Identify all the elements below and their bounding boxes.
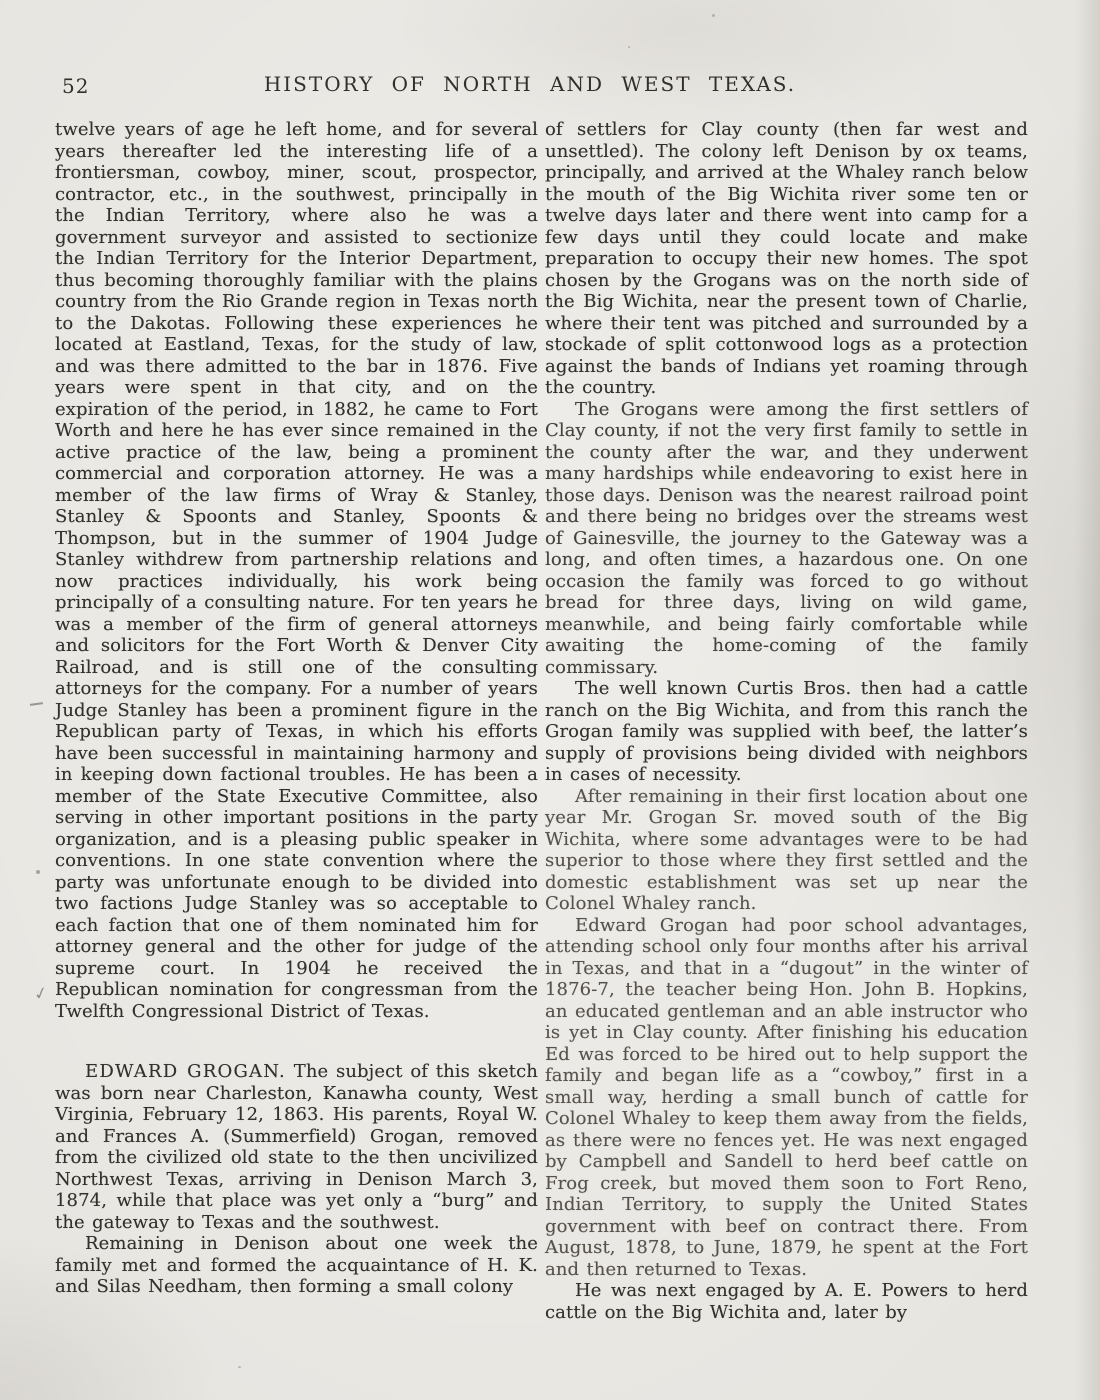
margin-pencil-dash-mark [30, 702, 43, 706]
page-number: 52 [62, 74, 90, 98]
paper-speck [712, 14, 715, 17]
paragraph-curtis-bros: The well known Curtis Bros. then had a cattle ranch on the Big Wichita, and from this ranch the Grogan family was supplied with beef, the latter’s supply of provisions being divided with neighbors in cases of necessity. [545, 678, 1028, 785]
entry-name-lead: EDWARD GROGAN. [85, 1061, 286, 1082]
page-header [0, 72, 1100, 102]
paragraph-school-advantages: Edward Grogan had poor school advantages, attending school only four months after his arrival in Texas, and that in a “dugout” in the winter of 1876-7, the teacher being Hon. John B. Hopkins, an educated gentleman and an able instructor who is yet in Clay county. After finishing his education Ed was forced to be hired out to help support the family and began life as a “cowboy,” first in a small way, herding a small bunch of cattle for Colonel Whaley to keep them away from the fields, as there were no fences yet. He was next engaged by Campbell and Sandell to herd beef cattle on Frog creek, but moved them soon to Fort Reno, Indian Territory, to supply the United States government with beef on contract there. From August, 1878, to June, 1879, he spent at the Fort and then returned to Texas. [545, 914, 1028, 1280]
entry-body-text: The subject of this sketch was born near Charleston, Kanawha county, West Virginia, February 12, 1863. His parents, Royal W. and Frances A. (Summerfield) Grogan, removed from the civilized old state to the then uncivilized Northwest Texas, arriving in Denison March 3, 1874, while that place was yet only a “burg” and the gateway to Texas and the southwest. [55, 1061, 538, 1233]
paper-speck [628, 46, 630, 48]
scan-edge-shadow [1074, 0, 1100, 1400]
page-title: HISTORY OF NORTH AND WEST TEXAS. [263, 72, 797, 96]
paragraph-edward-grogan-entry [55, 1061, 538, 1233]
paragraph-remaining-in-denison: Remaining in Denison about one week the family met and formed the acquaintance of H. K. and Silas Needham, then forming a small colony [55, 1233, 538, 1297]
left-column [55, 119, 538, 1298]
paragraph-first-settlers: The Grogans were among the first settlers of Clay county, if not the very first family to settle in the county after the war, and they underwent many hardships while endeavoring to exist here in those days. Denison was the nearest railroad point and there being no bridges over the streams west of Gainesville, the journey to the Gateway was a long, and often times, a hazardous one. On one occasion the family was forced to go without bread for three days, living on wild game, meanwhile, and being fairly comfortable while awaiting the home-coming of the family commissary. [545, 398, 1028, 678]
paragraph-continuation-stanley-bio: twelve years of age he left home, and for several years thereafter led the interesting life of a frontiersman, cowboy, miner, scout, prospector, contractor, etc., in the southwest, principally in the Indian Territory, where also he was a government surveyor and assisted to sectionize the Indian Territory for the Interior Department, thus becoming thoroughly familiar with the plains country from the Rio Grande region in Texas north to the Dakotas. Following these experiences he located at Eastland, Texas, for the study of law, and was there admitted to the bar in 1876. Five years were spent in that city, and on the expiration of the period, in 1882, he came to Fort Worth and here he has ever since remained in the active practice of the law, being a prominent commercial and corporation attorney. He was a member of the law firms of Wray & Stanley, Stanley & Spoonts and Stanley, Spoonts & Thompson, but in the summer of 1904 Judge Stanley withdrew from partnership relations and now practices individually, his work being principally of a consulting nature. For ten years he was a member of the firm of general attorneys and solicitors for the Fort Worth & Denver City Railroad, and is still one of the consulting attorneys for the company. For a number of years Judge Stanley has been a prominent figure in the Republican party of Texas, in which his efforts have been successful in maintaining harmony and in keeping down factional troubles. He has been a member of the State Executive Committee, also serving in other important positions in the party organization, and is a pleasing public speaker in conventions. In one state convention where the party was unfortunate enough to be divided into two factions Judge Stanley was so acceptable to each faction that one of them nominated him for attorney general and the other for judge of the supreme court. In 1904 he received the Republican nomination for congressman from the Twelfth Congressional District of Texas. [55, 119, 538, 1022]
paragraph-powers-engagement: He was next engaged by A. E. Powers to herd cattle on the Big Wichita and, later by [545, 1280, 1028, 1323]
paper-speck [1015, 348, 1017, 351]
paragraph-colony-journey: of settlers for Clay county (then far west and unsettled). The colony left Denison by ox teams, principally, and arrived at the Whaley ranch below the mouth of the Big Wichita river some ten or twelve days later and there went into camp for a few days until they could locate and make preparation to occupy their new homes. The spot chosen by the Grogans was on the north side of the Big Wichita, near the present town of Charlie, where their tent was pitched and surrounded by a stockade of split cottonwood logs as a protection against the bands of Indians yet roaming through the country. [545, 119, 1028, 398]
paper-speck [238, 1366, 241, 1368]
paragraph-moved-south: After remaining in their first location about one year Mr. Grogan Sr. moved south of the Big Wichita, where some advantages were to be had superior to those where they first settled and the domestic establishment was set up near the Colonel Whaley ranch. [545, 785, 1028, 914]
margin-pencil-check-mark: ✓ [31, 982, 51, 1006]
margin-pencil-dot-mark [36, 870, 40, 874]
right-column [545, 119, 1028, 1323]
